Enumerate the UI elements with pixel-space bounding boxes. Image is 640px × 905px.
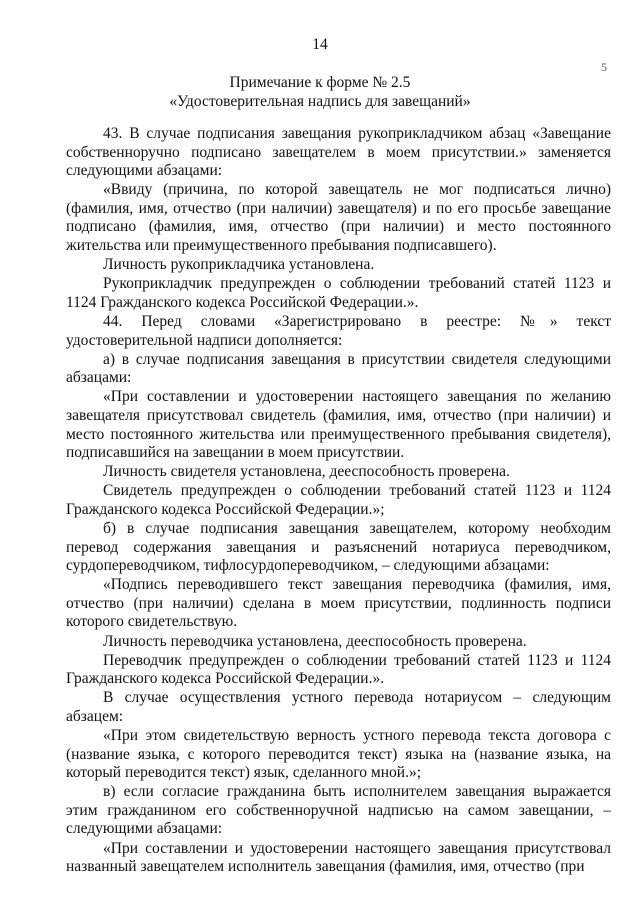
paragraph: Личность рукоприкладчика установлена. <box>103 256 375 274</box>
paragraph: а) в случае подписания завещания в присутствии свидетеля следующими абзацами: <box>66 350 611 387</box>
paragraph: «Ввиду (причина, по которой завещатель не мог подписаться лично) (фамилия, имя, отчество (при наличии) завещателя) и по его просьбе завещание подписано (фамилия, имя, отчество (при наличии) и место постоянного жительства или преимущественного пребывания подписавшего). <box>66 181 611 255</box>
paragraph: «При составлении и удостоверении настоящего завещания присутствовал названный завещателем исполнитель завещания (фамилия, имя, отчество (при <box>66 839 611 876</box>
paragraph: «Подпись переводившего текст завещания переводчика (фамилия, имя, отчество (при наличии) сделана в моем присутствии, подлинность подписи которого свидетельствую. <box>66 576 611 631</box>
paragraph: Личность переводчика установлена, дееспособность проверена. <box>103 632 527 650</box>
page-number: 14 <box>312 36 328 53</box>
paragraph: Рукоприкладчик предупрежден о соблюдении требований статей 1123 и 1124 Гражданского кодекса Российской Федерации.». <box>66 275 611 311</box>
paragraph: Переводчик предупрежден о соблюдении требований статей 1123 и 1124 Гражданского кодекса Российской Федерации.». <box>66 651 611 688</box>
note-subtitle: «Удостоверительная надпись для завещаний» <box>169 93 471 110</box>
paragraph: «При составлении и удостоверении настоящего завещания по желанию завещателя присутствовал свидетель (фамилия, имя, отчество (при наличии) и место постоянного жительства или преимущественного пребывания свидетеля), подписавшийся на завещании в моем присутствии. <box>66 388 611 462</box>
paragraph: б) в случае подписания завещания завещателем, которому необходим перевод содержания завещания и разъяснений нотариуса переводчиком, сурдопереводчиком, тифлосурдопереводчиком, – следующими абзацами: <box>66 519 611 575</box>
paragraph: в) если согласие гражданина быть исполнителем завещания выражается этим гражданином его собственноручной надписью на самом завещании, – следующими абзацами: <box>66 783 611 838</box>
paragraph: Личность свидетеля установлена, дееспособность проверена. <box>103 463 510 481</box>
corner-mark: 5 <box>601 60 607 74</box>
document-body <box>66 125 611 877</box>
paragraph: Свидетель предупрежден о соблюдении требований статей 1123 и 1124 Гражданского кодекса Российской Федерации.»; <box>66 482 611 518</box>
paragraph: 43. В случае подписания завещания рукоприкладчиком абзац «Завещание собственноручно подписано завещателем в моем присутствии.» заменяется следующими абзацами: <box>66 125 611 180</box>
note-title: Примечание к форме № 2.5 <box>229 74 411 91</box>
paragraph: 44. Перед словами «Зарегистрировано в реестре: №» текст удостоверительной надписи дополняется: <box>66 312 611 349</box>
paragraph: «При этом свидетельствую верность устного перевода текста договора с (название языка, с которого переводится текст) языка на (название языка, на который переводится текст) язык, сделанного мной.»; <box>66 727 611 782</box>
paragraph: В случае осуществления устного перевода нотариусом – следующим абзацем: <box>66 689 611 725</box>
